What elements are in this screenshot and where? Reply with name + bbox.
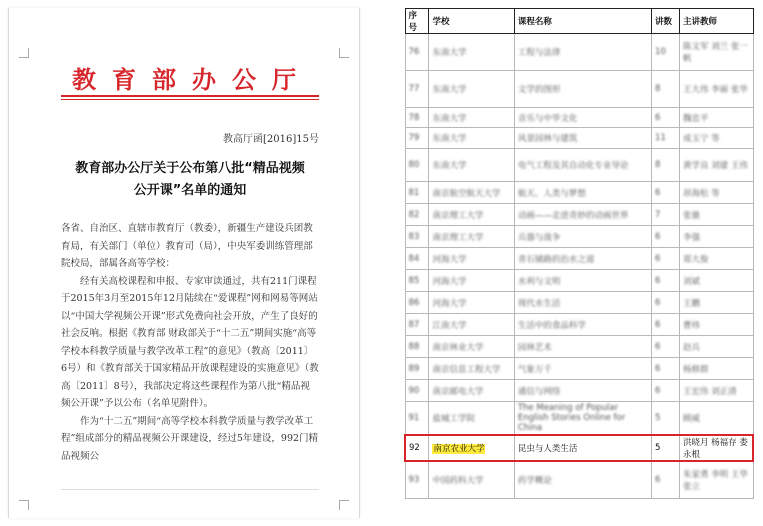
cell-teacher-text: 刘斌 <box>682 276 700 287</box>
cell-school-text: 河海大学 <box>432 254 467 265</box>
cell-teacher-text: 王鹏 <box>682 298 700 309</box>
cell-course-text: 青石铺路的治水之道 <box>517 254 595 265</box>
cell-course-text: 电气工程及其自动化专业导论 <box>517 161 629 171</box>
table-row <box>405 435 753 461</box>
footer-rule <box>61 489 319 490</box>
cell-course <box>514 402 651 435</box>
cell-no-text: 93 <box>408 474 420 485</box>
cell-no-text: 91 <box>408 412 420 423</box>
cell-course <box>514 182 651 204</box>
cell-teacher-text: 洪晓月 杨福存 娄永根 <box>682 437 748 460</box>
table-row <box>405 182 753 204</box>
header-cell-course: 课程名称 <box>514 9 651 34</box>
cell-course-text: 药学概论 <box>517 475 552 486</box>
cell-school-text: 南京农业大学 <box>433 443 485 454</box>
cell-school-text: 东南大学 <box>432 161 467 171</box>
cell-no-text: 80 <box>408 160 420 170</box>
cell-course <box>514 336 651 358</box>
cell-lectures-text: 6 <box>655 319 661 330</box>
cell-course <box>514 226 651 248</box>
cell-course <box>514 314 651 336</box>
cell-teacher <box>679 402 753 435</box>
cell-no <box>405 71 429 108</box>
cell-course-text: 现代水生活 <box>517 298 561 309</box>
cell-school-text: 河海大学 <box>432 276 467 287</box>
cell-no-text: 81 <box>408 187 420 198</box>
cell-teacher-text: 陈文军 刘兰 张一帆 <box>682 42 748 64</box>
cell-school <box>429 292 514 314</box>
cell-no <box>405 149 429 182</box>
cell-lectures <box>652 380 680 402</box>
cell-course-text: 风景园林与建筑 <box>517 134 578 144</box>
cell-no-text: 79 <box>408 133 420 143</box>
cell-course <box>514 71 651 108</box>
cell-school-text: 东南大学 <box>432 134 467 144</box>
cell-school <box>429 204 514 226</box>
table-row <box>405 226 753 248</box>
cell-no <box>405 108 429 128</box>
cell-teacher-text: 魏忠平 <box>682 113 709 124</box>
cell-course <box>514 108 651 128</box>
cell-school <box>429 34 514 71</box>
document-header: 教育部办公厅 <box>72 65 312 94</box>
cell-course <box>514 149 651 182</box>
cell-school-text: 盐城工学院 <box>432 413 475 424</box>
table-row <box>405 34 753 71</box>
table-row <box>405 248 753 270</box>
cell-course-text: 航天、人类与梦想 <box>517 188 586 199</box>
cell-lectures-text: 8 <box>655 84 661 94</box>
page-corner-mark <box>339 48 349 58</box>
cell-no <box>405 336 429 358</box>
cell-school <box>429 461 514 499</box>
cell-no <box>405 34 429 71</box>
cell-course-text: 生活中的食品科学 <box>517 320 586 331</box>
cell-no-text: 82 <box>408 209 420 220</box>
cell-course-text: 通信与网络 <box>517 386 561 397</box>
cell-course-text: 园林艺术 <box>517 342 552 353</box>
cell-teacher <box>679 149 753 182</box>
table-row <box>405 270 753 292</box>
cell-school <box>429 314 514 336</box>
cell-no-text: 90 <box>408 385 420 396</box>
cell-teacher-text: 黄学良 刘建 王伟 <box>682 161 748 171</box>
cell-school-text: 江南大学 <box>432 320 467 331</box>
cell-no-text: 84 <box>408 253 420 264</box>
cell-school <box>429 128 514 149</box>
cell-teacher <box>679 314 753 336</box>
table-row <box>405 402 753 435</box>
body-paragraph: 作为“十二五”期间“高等学校本科教学质量与教学改革工程”组成部分的精品视频公开课建设，经过5年建设，992门精品视频公 <box>61 415 319 462</box>
cell-lectures-text: 6 <box>655 341 661 352</box>
cell-no <box>405 248 429 270</box>
cell-teacher <box>679 435 753 461</box>
document-number: 教高厅函[2016]15号 <box>223 134 319 145</box>
cell-lectures <box>652 182 680 204</box>
cell-teacher <box>679 34 753 71</box>
cell-lectures-text: 5 <box>655 442 661 453</box>
cell-school-text: 河海大学 <box>432 298 467 309</box>
cell-no <box>405 435 429 461</box>
cell-school <box>429 336 514 358</box>
cell-teacher <box>679 71 753 108</box>
cell-teacher <box>679 336 753 358</box>
table-row <box>405 108 753 128</box>
cell-lectures-text: 8 <box>655 160 661 170</box>
table-row <box>405 128 753 149</box>
cell-lectures <box>652 204 680 226</box>
cell-course <box>514 204 651 226</box>
cell-lectures-text: 7 <box>655 209 661 220</box>
document-page <box>8 8 360 518</box>
cell-school <box>429 182 514 204</box>
cell-school-text: 南京林业大学 <box>432 342 484 353</box>
table-row <box>405 314 753 336</box>
page-corner-mark <box>19 500 29 510</box>
cell-lectures <box>652 128 680 149</box>
cell-school <box>429 226 514 248</box>
table-row <box>405 336 753 358</box>
cell-lectures <box>652 435 680 461</box>
cell-no <box>405 314 429 336</box>
cell-course <box>514 270 651 292</box>
table-header-row <box>405 9 753 34</box>
cell-no <box>405 204 429 226</box>
cell-course <box>514 380 651 402</box>
cell-lectures-text: 11 <box>655 133 666 143</box>
cell-school <box>429 270 514 292</box>
cell-no <box>405 226 429 248</box>
cell-teacher-text: 赵兵 <box>682 342 700 353</box>
cell-no <box>405 402 429 435</box>
cell-school-text: 东南大学 <box>432 85 467 95</box>
cell-lectures-text: 6 <box>655 297 661 308</box>
cell-teacher <box>679 108 753 128</box>
title-line: 教育部办公厅关于公布第八批“精品视频 <box>75 161 305 176</box>
table-row <box>405 149 753 182</box>
cell-lectures <box>652 336 680 358</box>
cell-lectures-text: 6 <box>655 363 661 374</box>
table-row <box>405 204 753 226</box>
cell-no-text: 83 <box>408 231 420 242</box>
cell-no-text: 77 <box>408 84 420 94</box>
cell-lectures-text: 6 <box>655 385 661 396</box>
cell-lectures-text: 10 <box>655 47 666 57</box>
cell-lectures <box>652 461 680 499</box>
cell-school-text: 南京理工大学 <box>432 232 484 243</box>
cell-course-text: 昆虫与人类生活 <box>517 443 578 454</box>
cell-school <box>429 402 514 435</box>
cell-lectures <box>652 292 680 314</box>
cell-no-text: 89 <box>408 363 420 374</box>
cell-course-text: 兵器与战争 <box>517 232 561 243</box>
page-corner-mark <box>19 48 29 58</box>
cell-lectures <box>652 108 680 128</box>
cell-lectures-text: 6 <box>655 231 661 242</box>
cell-course <box>514 292 651 314</box>
cell-school-text: 南京理工大学 <box>432 210 484 221</box>
cell-course-text: 气象万千 <box>517 364 552 375</box>
body-paragraph: 各省、自治区、直辖市教育厅（教委），新疆生产建设兵团教育局，有关部门（单位）教育司（局），中央军委训练管理部院校局，部属各高等学校： <box>61 223 313 269</box>
cell-no <box>405 128 429 149</box>
document-body <box>61 220 319 465</box>
cell-lectures <box>652 34 680 71</box>
cell-no <box>405 292 429 314</box>
cell-lectures-text: 5 <box>655 412 661 423</box>
cell-course-text: 音乐与中华文化 <box>517 113 578 124</box>
cell-lectures-text: 6 <box>655 275 661 286</box>
header-cell-teacher: 主讲教师 <box>679 9 753 34</box>
header-cell-lectures: 讲数 <box>652 9 680 34</box>
cell-teacher <box>679 204 753 226</box>
cell-school <box>429 248 514 270</box>
table-row <box>405 380 753 402</box>
cell-school <box>429 435 514 461</box>
table-row <box>405 292 753 314</box>
cell-school <box>429 358 514 380</box>
cell-no <box>405 270 429 292</box>
cell-teacher-text: 曹炜 <box>682 320 700 331</box>
table-row <box>405 461 753 499</box>
table-row <box>405 71 753 108</box>
cell-lectures <box>652 358 680 380</box>
cell-lectures <box>652 149 680 182</box>
cell-no <box>405 461 429 499</box>
title-line: 公开课”名单的通知 <box>133 183 247 198</box>
table-body <box>405 34 753 499</box>
cell-lectures-text: 6 <box>655 187 661 198</box>
cell-teacher-text: 朱家勇 李明 王华 张立 <box>682 469 748 492</box>
cell-teacher <box>679 461 753 499</box>
cell-school-text: 东南大学 <box>432 113 467 124</box>
cell-school <box>429 108 514 128</box>
cell-course <box>514 248 651 270</box>
cell-teacher <box>679 292 753 314</box>
cell-school <box>429 149 514 182</box>
cell-lectures <box>652 226 680 248</box>
cell-teacher-text: 顾威 <box>682 413 700 424</box>
cell-teacher <box>679 248 753 270</box>
header-cell-school: 学校 <box>429 9 514 34</box>
cell-no <box>405 182 429 204</box>
cell-teacher <box>679 226 753 248</box>
cell-teacher-text: 郑大俊 <box>682 254 709 265</box>
cell-lectures <box>652 402 680 435</box>
cell-teacher-text: 杨修群 <box>682 364 709 375</box>
body-paragraph: 经有关高校课程和申报、专家审读通过，共有211门课程于2015年3月至2015年12月陆续在“爱课程”网和网易等网站以“中国大学视频公开课”形式免费向社会开放，产生了良好的社会反响。根据《教育部 财政部关于“十二五”期间实施“高等学校本科教学质量与教学改革工程”的意见》（教高〔2011〕6号）和《教育部关于国家精品开放课程建设的实施意见》（教高〔2011〕8号），我部决定将这些课程作为第八批“精品视频公开课”予以公布（名单见附件）。 <box>61 275 319 409</box>
cell-teacher-text: 昂海松 等 <box>682 188 720 199</box>
cell-course-text: 水利与文明 <box>517 276 561 287</box>
cell-teacher-text: 王宏伟 刘正清 <box>682 386 737 397</box>
cell-no <box>405 380 429 402</box>
cell-teacher-text: 张驰 <box>682 210 700 221</box>
cell-school-text: 东南大学 <box>432 48 467 58</box>
cell-school-text: 南京航空航天大学 <box>432 188 501 199</box>
cell-no-text: 87 <box>408 319 420 330</box>
cell-lectures <box>652 248 680 270</box>
header-cell-no: 序号 <box>405 9 429 34</box>
cell-lectures <box>652 270 680 292</box>
header-rule-thin <box>61 99 319 100</box>
cell-no-text: 92 <box>409 442 420 453</box>
document-title <box>61 158 319 202</box>
cell-course <box>514 461 651 499</box>
page-corner-mark <box>339 500 349 510</box>
cell-teacher <box>679 380 753 402</box>
cell-course <box>514 34 651 71</box>
cell-teacher-text: 成玉宁 等 <box>682 134 720 144</box>
cell-teacher <box>679 270 753 292</box>
cell-school-text: 南京信息工程大学 <box>432 364 501 375</box>
cell-teacher <box>679 182 753 204</box>
course-list-table <box>404 8 754 499</box>
cell-course <box>514 435 651 461</box>
cell-school-text: 南京邮电大学 <box>432 386 484 397</box>
cell-teacher <box>679 128 753 149</box>
cell-school-text: 中国药科大学 <box>432 475 484 486</box>
cell-no-text: 88 <box>408 341 420 352</box>
cell-school <box>429 380 514 402</box>
header-rule <box>61 95 319 97</box>
cell-no-text: 78 <box>408 112 420 123</box>
cell-course-text: 文学的图形 <box>517 85 561 95</box>
cell-teacher <box>679 358 753 380</box>
cell-lectures <box>652 314 680 336</box>
cell-course-text: 动画——走进奇妙的动画世界 <box>517 210 629 221</box>
cell-lectures-text: 6 <box>655 112 661 123</box>
cell-teacher-text: 王大伟 李丽 张华 <box>682 85 748 95</box>
cell-lectures-text: 6 <box>655 253 661 264</box>
cell-teacher-text: 李强 <box>682 232 700 243</box>
cell-course <box>514 358 651 380</box>
cell-no-text: 76 <box>408 47 420 57</box>
cell-lectures <box>652 71 680 108</box>
cell-no-text: 85 <box>408 275 420 286</box>
cell-course-text: The Meaning of Popular English Stories Online for China <box>517 402 626 433</box>
cell-lectures-text: 6 <box>655 474 661 485</box>
cell-course-text: 工程与法律 <box>517 48 561 58</box>
cell-no-text: 86 <box>408 297 420 308</box>
cell-no <box>405 358 429 380</box>
table-row <box>405 358 753 380</box>
cell-course <box>514 128 651 149</box>
cell-school <box>429 71 514 108</box>
